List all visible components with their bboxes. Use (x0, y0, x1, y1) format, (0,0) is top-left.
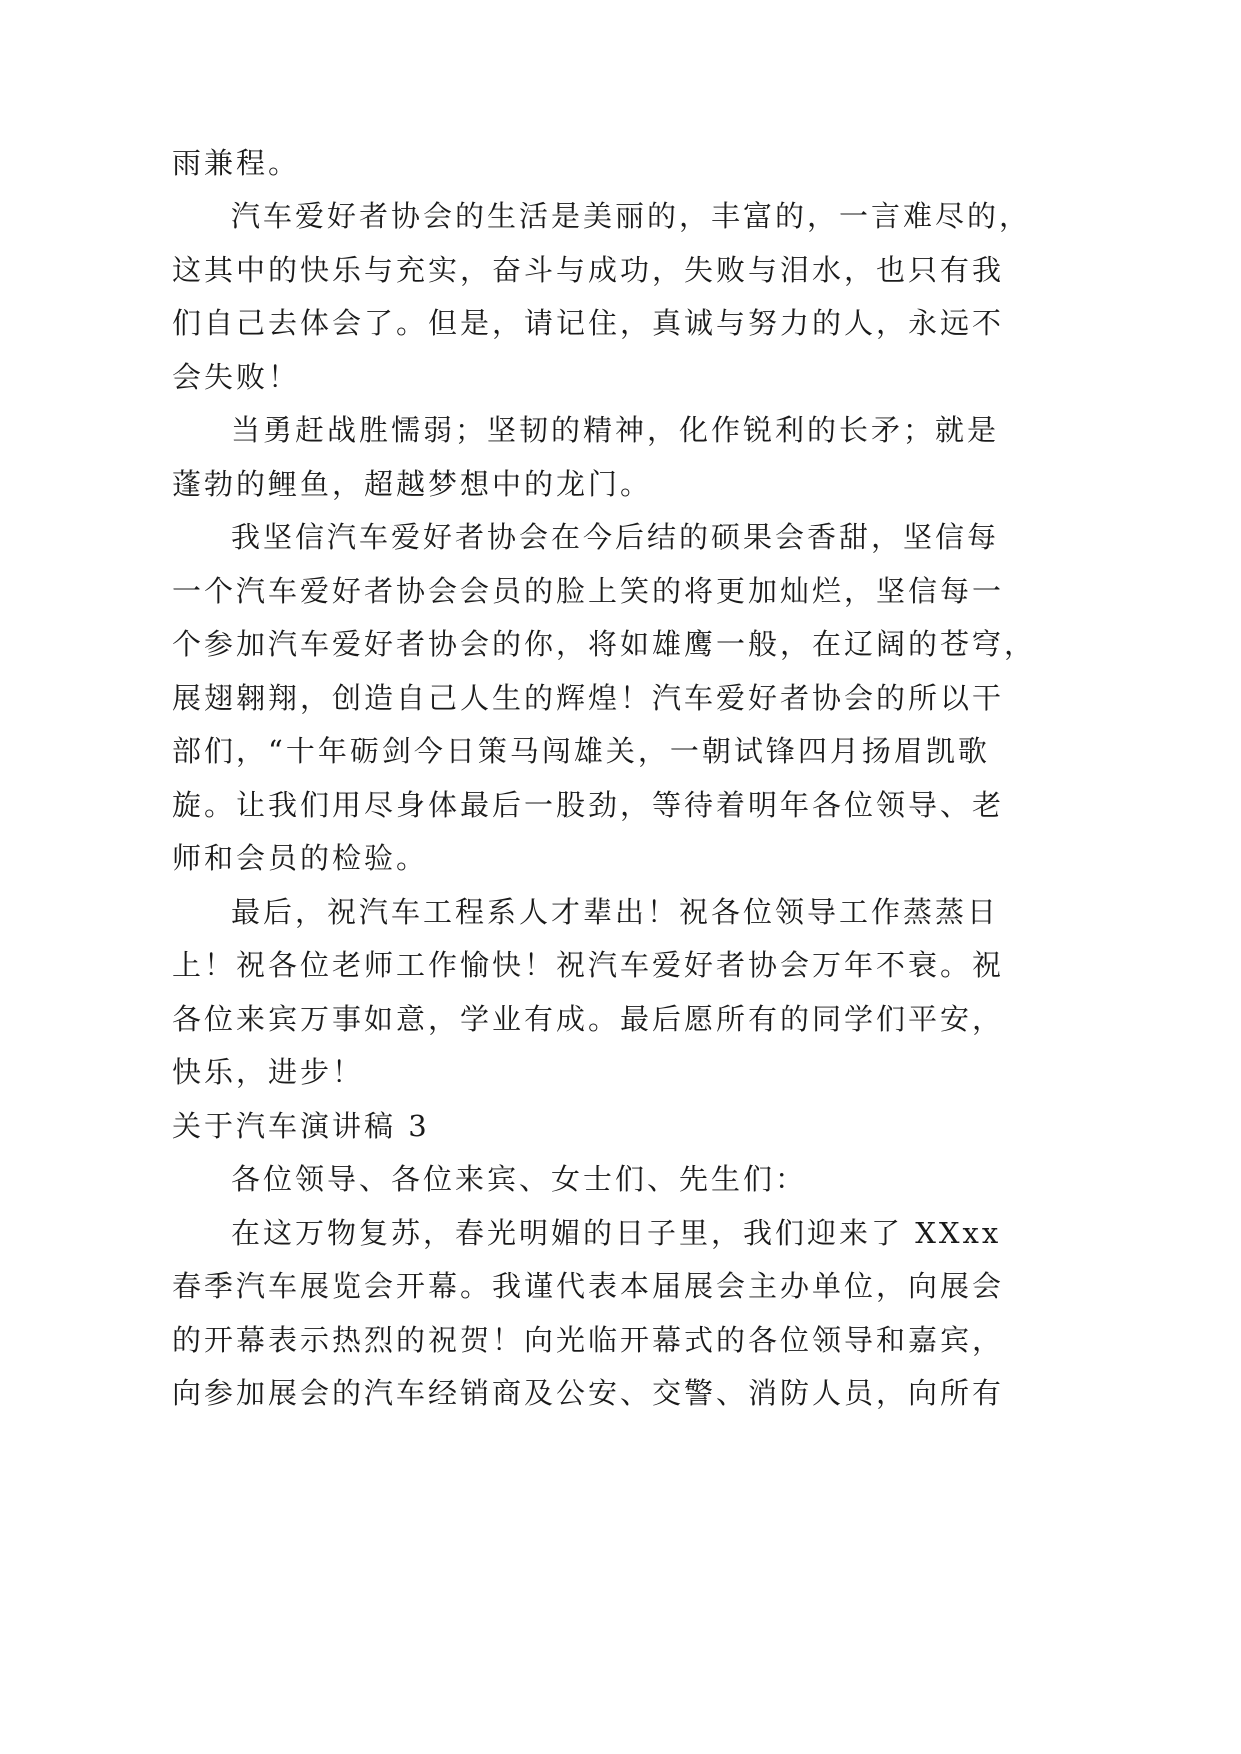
text-line: 各位来宾万事如意，学业有成。最后愿所有的同学们平安， (172, 1002, 1005, 1036)
text-line: 向参加展会的汽车经销商及公安、交警、消防人员，向所有 (172, 1376, 1005, 1410)
text-line: 雨兼程。 (172, 146, 301, 180)
text-line: 师和会员的检验。 (172, 841, 429, 875)
text-line: 旋。让我们用尽身体最后一股劲，等待着明年各位领导、老 (172, 788, 1005, 822)
text-line: 一个汽车爱好者协会会员的脸上笑的将更加灿烂，坚信每一 (172, 574, 1005, 608)
paragraph-first-line: 在这万物复苏，春光明媚的日子里，我们迎来了 XXxx (231, 1216, 1002, 1250)
text-line: 个参加汽车爱好者协会的你，将如雄鹰一般，在辽阔的苍穹， (172, 627, 1037, 661)
salutation: 各位领导、各位来宾、女士们、先生们： (231, 1162, 808, 1196)
section-heading: 关于汽车演讲稿 3 (172, 1109, 430, 1143)
paragraph-first-line: 我坚信汽车爱好者协会在今后结的硕果会香甜，坚信每 (231, 520, 1000, 554)
text-line: 春季汽车展览会开幕。我谨代表本届展会主办单位，向展会 (172, 1269, 1005, 1303)
text-line: 们自己去体会了。但是，请记住，真诚与努力的人，永远不 (172, 306, 1005, 340)
paragraph-first-line: 汽车爱好者协会的生活是美丽的，丰富的，一言难尽的， (231, 199, 1032, 233)
paragraph-first-line: 当勇赶战胜懦弱；坚韧的精神，化作锐利的长矛；就是 (231, 413, 1000, 447)
text-line: 会失败！ (172, 360, 301, 394)
text-line: 上！祝各位老师工作愉快！祝汽车爱好者协会万年不衰。祝 (172, 948, 1005, 982)
paragraph-first-line: 最后，祝汽车工程系人才辈出！祝各位领导工作蒸蒸日 (231, 895, 1000, 929)
text-line: 展翅翱翔，创造自己人生的辉煌！汽车爱好者协会的所以干 (172, 681, 1005, 715)
text-line: 蓬勃的鲤鱼，超越梦想中的龙门。 (172, 467, 653, 501)
text-line: 这其中的快乐与充实，奋斗与成功，失败与泪水，也只有我 (172, 253, 1005, 287)
text-line: 部们，“十年砺剑今日策马闯雄关，一朝试锋四月扬眉凯歌 (172, 734, 990, 768)
text-line: 快乐，进步！ (172, 1055, 365, 1089)
text-line: 的开幕表示热烈的祝贺！向光临开幕式的各位领导和嘉宾， (172, 1323, 1005, 1357)
